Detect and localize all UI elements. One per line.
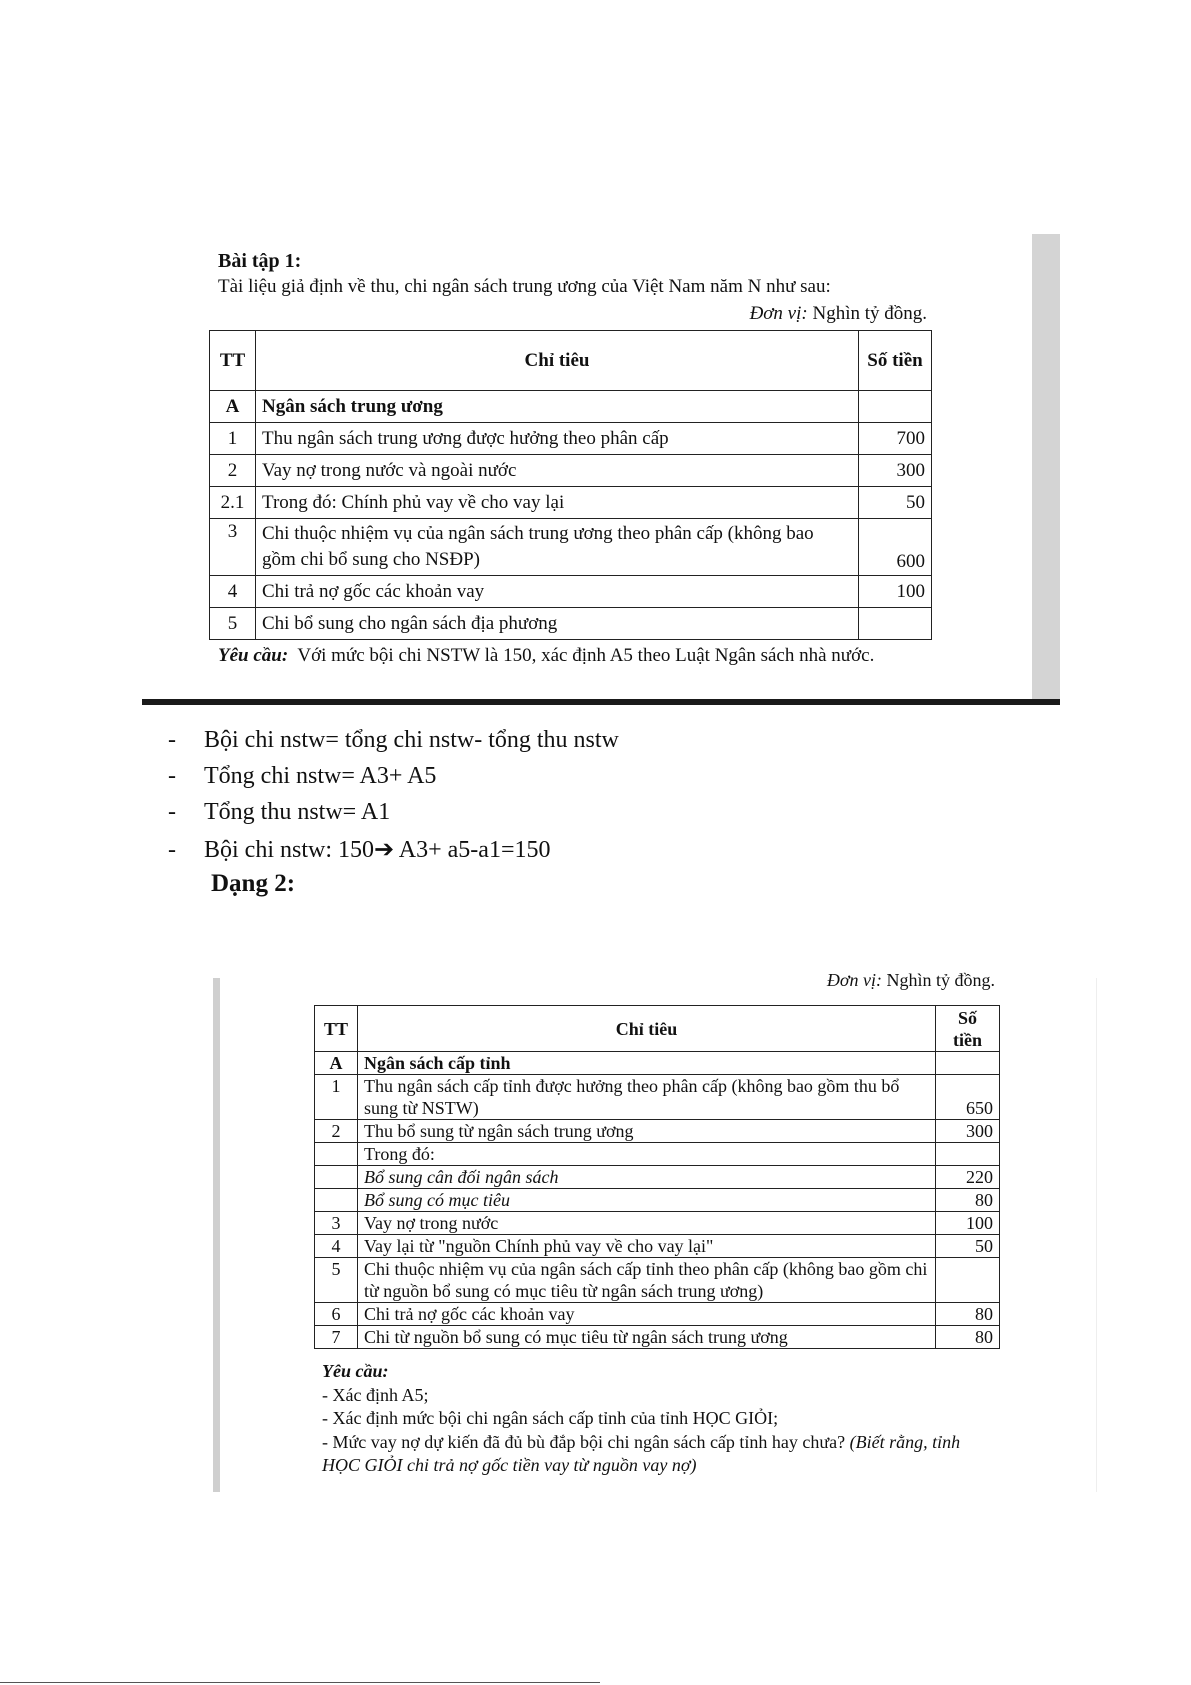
row-tt: 6 [315, 1303, 358, 1326]
note-item: - Tổng chi nstw= A3+ A5 [168, 763, 437, 789]
row-label: Vay nợ trong nước [358, 1212, 936, 1235]
table-row [210, 576, 932, 608]
table-row [315, 1143, 1000, 1166]
row-value: 700 [859, 423, 932, 455]
row-tt: 5 [315, 1258, 358, 1303]
exercise-2-requirements [322, 1360, 962, 1478]
unit-label: Đơn vị: [749, 303, 808, 324]
header-chi-tieu: Chỉ tiêu [358, 1006, 936, 1052]
row-tt: 2.1 [210, 487, 256, 519]
row-tt: 4 [210, 576, 256, 608]
header-so-tien: Số tiền [859, 331, 932, 391]
row-value: 300 [936, 1120, 1000, 1143]
exercise-1-title: Bài tập 1: [218, 250, 302, 272]
table-row [315, 1303, 1000, 1326]
row-value [936, 1258, 1000, 1303]
row-value: 100 [936, 1212, 1000, 1235]
table-row [315, 1075, 1000, 1120]
row-tt: 7 [315, 1326, 358, 1349]
note-text: Tổng chi nstw= A3+ A5 [204, 763, 437, 789]
row-tt: A [315, 1052, 358, 1075]
table-row [315, 1120, 1000, 1143]
table-row [210, 423, 932, 455]
unit-value: Nghìn tỷ đồng. [886, 970, 995, 990]
row-tt [315, 1166, 358, 1189]
row-value: 300 [859, 455, 932, 487]
table-row [315, 1052, 1000, 1075]
row-value [859, 608, 932, 640]
row-label: Trong đó: Chính phủ vay về cho vay lại [256, 487, 859, 519]
exercise-1-intro: Tài liệu giả định về thu, chi ngân sách trung ương của Việt Nam năm N như sau: [218, 276, 831, 297]
row-tt: 2 [315, 1120, 358, 1143]
row-label: Ngân sách cấp tỉnh [358, 1052, 936, 1075]
row-label: Ngân sách trung ương [256, 391, 859, 423]
req-note: (Biết rằng, tỉnh HỌC GIỎI chi trả nợ gốc tiền vay từ nguồn vay nợ) [322, 1431, 961, 1475]
note-text: Bội chi nstw: 150➔ A3+ a5-a1=150 [204, 837, 551, 863]
row-value: 80 [936, 1189, 1000, 1212]
row-tt [315, 1189, 358, 1212]
row-value [859, 391, 932, 423]
row-tt: 4 [315, 1235, 358, 1258]
row-value: 50 [859, 487, 932, 519]
row-value: 80 [936, 1303, 1000, 1326]
note-item: - Tổng thu nstw= A1 [168, 799, 391, 825]
note-text: Tổng thu nstw= A1 [204, 799, 391, 825]
row-label: Chi thuộc nhiệm vụ của ngân sách cấp tỉnh theo phân cấp (không bao gồm chi từ nguồn bổ sung có mục tiêu từ ngân sách trung ương) [358, 1258, 936, 1303]
table-row [315, 1189, 1000, 1212]
row-label: Thu ngân sách trung ương được hưởng theo phân cấp [256, 423, 859, 455]
row-label: Chi bổ sung cho ngân sách địa phương [256, 608, 859, 640]
req-label: Yêu cầu: [322, 1361, 389, 1381]
row-tt [315, 1143, 358, 1166]
table-row [210, 487, 932, 519]
row-value: 650 [936, 1075, 1000, 1120]
row-value: 600 [859, 519, 932, 576]
header-chi-tieu: Chỉ tiêu [256, 331, 859, 391]
row-label: Thu bổ sung từ ngân sách trung ương [358, 1120, 936, 1143]
row-value: 100 [859, 576, 932, 608]
row-label: Bổ sung có mục tiêu [358, 1189, 936, 1212]
divider-bar [142, 699, 1060, 705]
table-row [210, 455, 932, 487]
table-row [210, 391, 932, 423]
row-tt: 1 [315, 1075, 358, 1120]
dang-2-heading: Dạng 2: [211, 870, 296, 897]
row-label: Bổ sung cân đối ngân sách [358, 1166, 936, 1189]
header-so-tien: Số tiền [936, 1006, 1000, 1052]
req-text: Với mức bội chi NSTW là 150, xác định A5 theo Luật Ngân sách nhà nước. [297, 645, 875, 666]
page-bottom-line [0, 1682, 600, 1683]
table-row [315, 1235, 1000, 1258]
table-row [210, 608, 932, 640]
row-value: 80 [936, 1326, 1000, 1349]
row-label: Chi trả nợ gốc các khoản vay [256, 576, 859, 608]
row-label: Chi trả nợ gốc các khoản vay [358, 1303, 936, 1326]
exercise-1-table [209, 330, 932, 640]
row-value: 50 [936, 1235, 1000, 1258]
table-header [210, 331, 932, 391]
row-tt: A [210, 391, 256, 423]
row-tt: 3 [315, 1212, 358, 1235]
table-header [315, 1006, 1000, 1052]
row-tt: 2 [210, 455, 256, 487]
row-label: Chi thuộc nhiệm vụ của ngân sách trung ương theo phân cấp (không bao gồm chi bổ sung cho NSĐP) [256, 519, 859, 576]
row-label: Vay nợ trong nước và ngoài nước [256, 455, 859, 487]
exercise-2-table [314, 1005, 1000, 1349]
req-item: - Xác định mức bội chi ngân sách cấp tỉnh của tỉnh HỌC GIỎI; [322, 1408, 779, 1428]
exercise-1-requirement [218, 642, 918, 669]
note-item: - Bội chi nstw= tổng chi nstw- tổng thu nstw [168, 727, 619, 753]
scroll-gutter [1032, 234, 1060, 699]
table-row [315, 1166, 1000, 1189]
exercise-2-unit [827, 970, 995, 991]
row-label: Trong đó: [358, 1143, 936, 1166]
row-label: Thu ngân sách cấp tỉnh được hưởng theo phân cấp (không bao gồm thu bổ sung từ NSTW) [358, 1075, 936, 1120]
req-item: - Xác định A5; [322, 1384, 429, 1405]
header-tt: TT [210, 331, 256, 391]
row-tt: 1 [210, 423, 256, 455]
table-row [315, 1212, 1000, 1235]
req-text: - Mức vay nợ dự kiến đã đủ bù đắp bội chi ngân sách cấp tỉnh hay chưa? [322, 1431, 846, 1452]
note-item: - Bội chi nstw: 150➔ A3+ a5-a1=150 [168, 837, 551, 863]
table-row [315, 1326, 1000, 1349]
note-text: Bội chi nstw= tổng chi nstw- tổng thu nstw [204, 727, 619, 753]
unit-value: Nghìn tỷ đồng. [812, 303, 927, 324]
row-value: 220 [936, 1166, 1000, 1189]
table-row [315, 1258, 1000, 1303]
row-tt: 3 [210, 519, 256, 576]
table-row [210, 519, 932, 576]
row-value [936, 1143, 1000, 1166]
req-label: Yêu cầu: [218, 645, 289, 666]
req-item [322, 1431, 962, 1478]
row-label: Chi từ nguồn bổ sung có mục tiêu từ ngân sách trung ương [358, 1326, 936, 1349]
unit-label: Đơn vị: [826, 970, 882, 990]
row-value [936, 1052, 1000, 1075]
exercise-1-unit [750, 303, 927, 325]
header-tt: TT [315, 1006, 358, 1052]
row-label: Vay lại từ "nguồn Chính phủ vay về cho vay lại" [358, 1235, 936, 1258]
row-tt: 5 [210, 608, 256, 640]
